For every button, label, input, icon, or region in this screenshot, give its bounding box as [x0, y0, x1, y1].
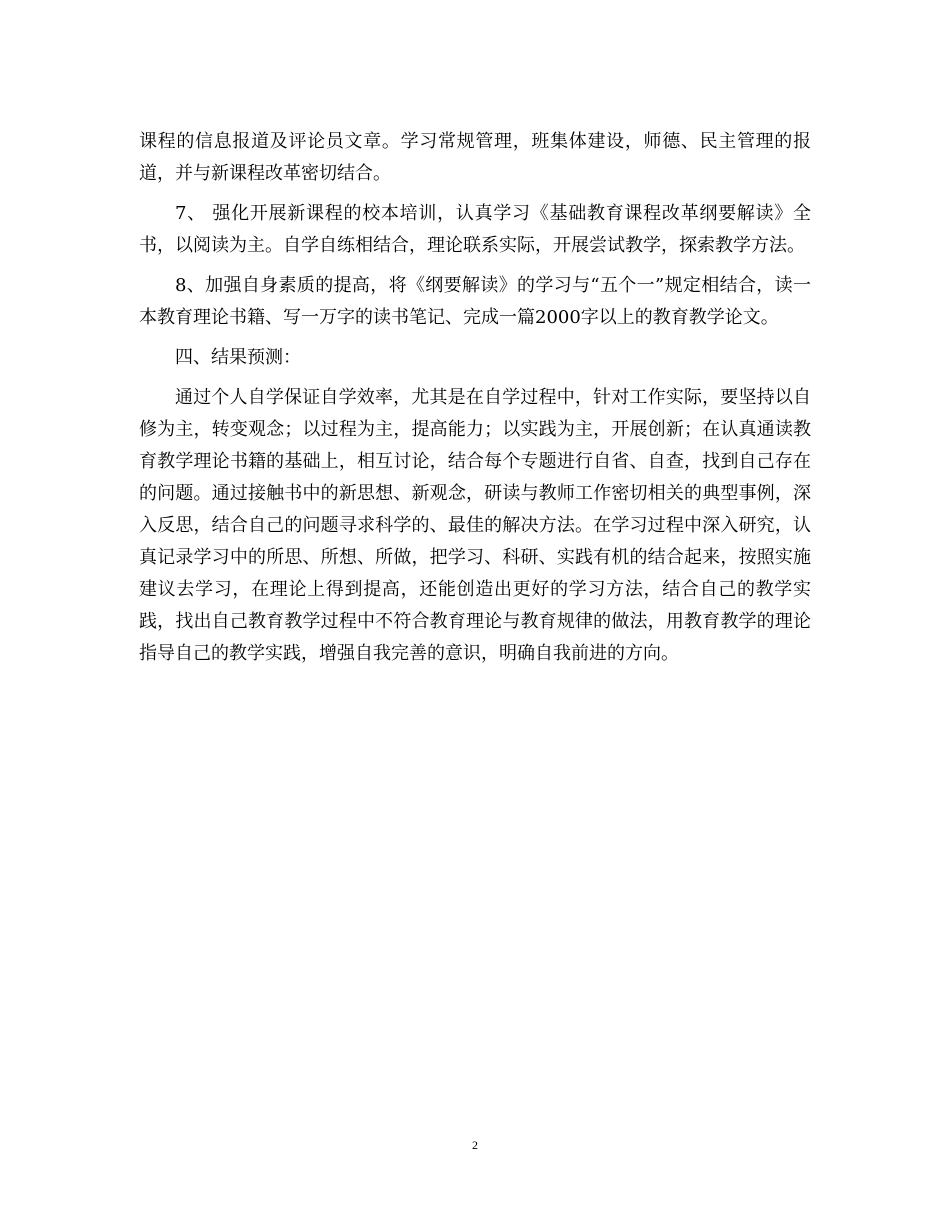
paragraph-results-body: 通过个人自学保证自学效率，尤其是在自学过程中，针对工作实际，要坚持以自修为主，转变观念；以过程为主，提高能力；以实践为主，开展创新；在认真通读教育教学理论书籍的基础上，相互讨论，结合每个专题进行自省、自查，找到自己存在的问题。通过接触书中的新思想、新观念，研读与教师工作密切相关的典型事例，深入反思，结合自己的问题寻求科学的、最佳的解决方法。在学习过程中深入研究，认真记录学习中的所思、所想、所做，把学习、科研、实践有机的结合起来，按照实施建议去学习，在理论上得到提高，还能创造出更好的学习方法，结合自己的教学实践，找出自己教育教学过程中不符合教育理论与教育规律的做法，用教育教学的理论指导自己的教学实践，增强自我完善的意识，明确自我前进的方向。 [139, 387, 811, 664]
page-number: 2 [472, 1138, 478, 1152]
paragraph-item-8: 8、加强自身素质的提高，将《纲要解读》的学习与“五个一”规定相结合，读一本教育理论书籍、写一万字的读书笔记、完成一篇2000字以上的教育教学论文。 [139, 275, 811, 328]
section-heading-results: 四、结果预测： [175, 347, 301, 368]
paragraph-continuation: 课程的信息报道及评论员文章。学习常规管理，班集体建设，师德、民主管理的报道，并与新课程改革密切结合。 [139, 131, 811, 184]
paragraph-item-7: 7、 强化开展新课程的校本培训，认真学习《基础教育课程改革纲要解读》全书，以阅读为主。自学自练相结合，理论联系实际，开展尝试教学，探索教学方法。 [139, 203, 811, 256]
document-body [139, 126, 811, 670]
